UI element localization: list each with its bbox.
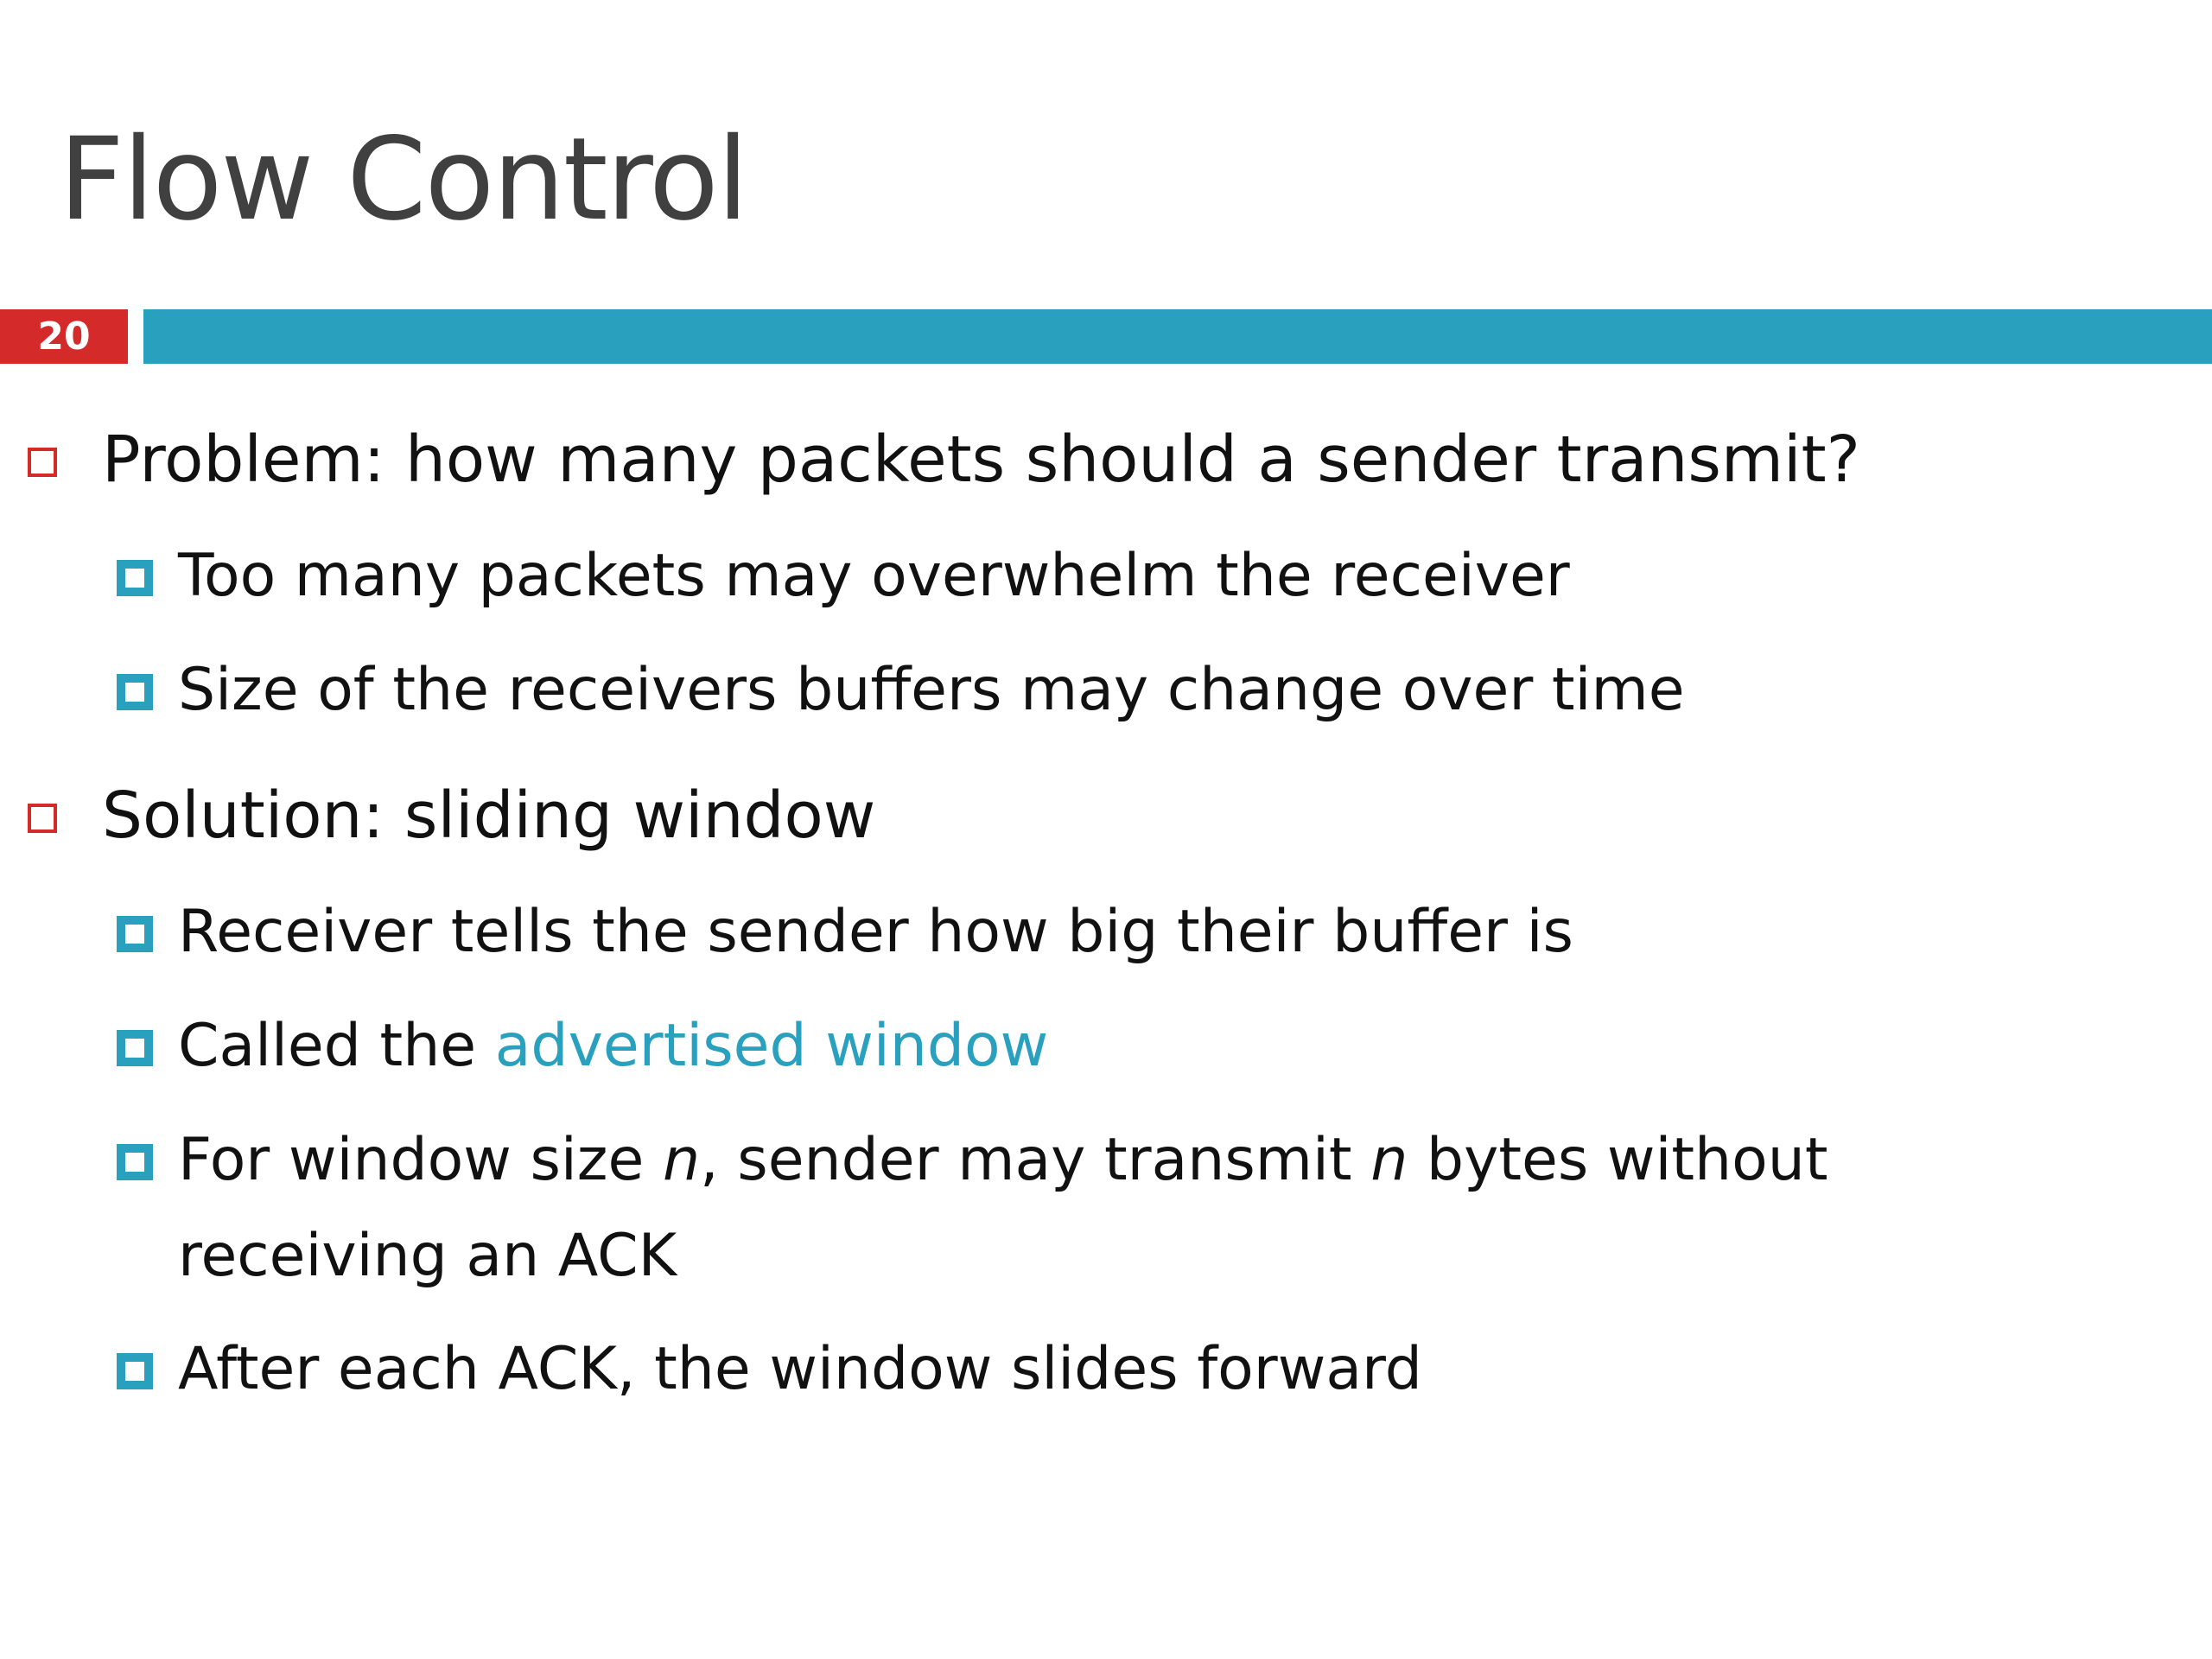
- square-bullet-icon: [117, 916, 153, 952]
- square-bullet-icon: [117, 560, 153, 596]
- slide-title: Flow Control: [59, 113, 747, 246]
- bullet-solution-sub3-continued: receiving an ACK: [178, 1222, 677, 1290]
- square-bullet-icon: [117, 1353, 153, 1389]
- bullet-solution-sub4: After each ACK, the window slides forward: [178, 1335, 1422, 1403]
- bullet-solution-sub2: [178, 998, 1048, 1095]
- bullet-text: Called the: [178, 1012, 495, 1080]
- bullet-text: For window size: [178, 1126, 663, 1194]
- bullet-solution: Solution: sliding window: [102, 779, 876, 853]
- bullet-problem: Problem: how many packets should a sender transmit?: [102, 423, 1860, 497]
- square-bullet-icon: [117, 674, 153, 710]
- title-divider-bar: [143, 309, 2212, 364]
- bullet-solution-sub1: Receiver tells the sender how big their buffer is: [178, 898, 1573, 966]
- square-bullet-icon: [117, 1144, 153, 1180]
- slide-number-badge: 20: [0, 309, 128, 364]
- bullet-solution-sub3: [178, 1112, 1828, 1209]
- bullet-problem-sub1: Too many packets may overwhelm the receiver: [178, 542, 1570, 610]
- bullet-text: , sender may transmit: [700, 1126, 1371, 1194]
- variable-n: n: [662, 1126, 701, 1194]
- square-bullet-icon: [28, 804, 57, 833]
- square-bullet-icon: [117, 1030, 153, 1066]
- advertised-window-term: advertised window: [494, 1012, 1049, 1080]
- square-bullet-icon: [28, 448, 57, 477]
- bullet-problem-sub2: Size of the receivers buffers may change over time: [178, 656, 1685, 724]
- variable-n: n: [1370, 1126, 1408, 1194]
- bullet-text: bytes without: [1408, 1126, 1828, 1194]
